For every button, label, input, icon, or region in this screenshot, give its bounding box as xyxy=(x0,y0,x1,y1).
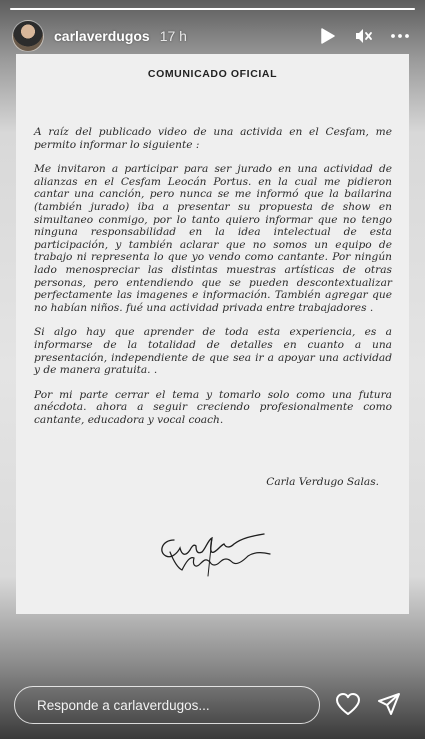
document-body xyxy=(34,126,392,438)
reply-input[interactable] xyxy=(35,697,319,714)
header-controls xyxy=(319,27,409,45)
avatar[interactable] xyxy=(12,20,44,52)
document-title: COMUNICADO OFICIAL xyxy=(147,68,278,80)
paragraph: Me invitaron a participar para ser jurado en una actividad de alianzas en el Cesfam Leocán Portus. en la cual me pidieron cantar una canción, pero nunca se me informó que la bailarina (también jurado) iba a presentar su propuesta de show en simultaneo conmigo, por lo tanto quiero informar que no tengo ninguna responsabilidad en la idea intelectual de esta participación, y también aclarar que no somos un equipo de trabajo ni representa lo que yo vendo como cantante. Por ningún lado menospreciar las distintas muestras artísticas de otras personas, pero entendiendo que se pueden descontextualizar perfectamente las imagenes e información. También agregar que no habían niños. fué una actividad privada entre trabajadores . xyxy=(34,163,392,314)
story-header xyxy=(12,20,415,52)
heart-icon[interactable] xyxy=(334,690,362,718)
story-progress-fill xyxy=(10,8,415,10)
reply-field[interactable] xyxy=(14,686,320,724)
statement-document xyxy=(16,54,409,614)
handwritten-signature xyxy=(152,522,282,578)
post-time: 17 h xyxy=(159,28,187,44)
play-icon[interactable] xyxy=(319,27,337,45)
more-icon[interactable] xyxy=(391,27,409,45)
signature-name: Carla Verdugo Salas. xyxy=(266,476,379,488)
send-icon[interactable] xyxy=(375,690,403,718)
username[interactable]: carlaverdugos xyxy=(54,28,150,44)
story-progress-bar xyxy=(10,8,415,10)
paragraph: A raíz del publicado video de una activida en el Cesfam, me permito informar lo siguiente : xyxy=(34,126,392,151)
paragraph: Si algo hay que aprender de toda esta experiencia, es a informarse de la totalidad de detalles en cuanto a una presentación, independiente de que sea ir a apoyar una actividad y de manera gratuita. . xyxy=(34,326,392,377)
paragraph: Por mi parte cerrar el tema y tomarlo solo como una futura anécdota. ahora a seguir creciendo profesionalmente como cantante, educadora y vocal coach. xyxy=(34,388,392,426)
mute-icon[interactable] xyxy=(355,27,373,45)
